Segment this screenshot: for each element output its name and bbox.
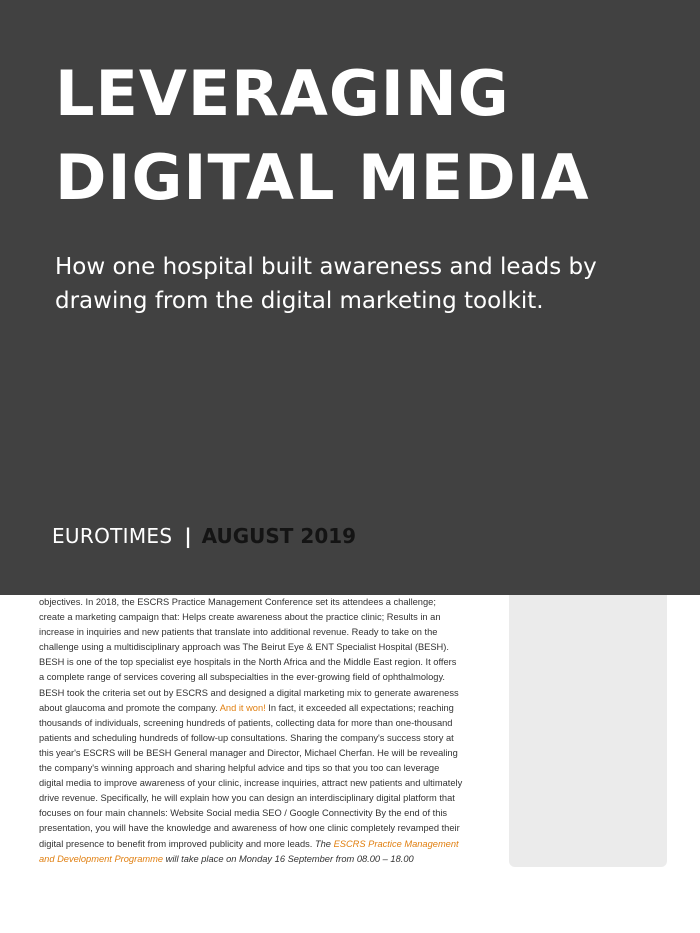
article-text-part-2: In fact, it exceeded all expectations; reaching thousands of individuals, screening hundreds of patients, collecting data for more than one-thousand patients and scheduling hundreds of follow-up consultations. Sharing the company's success story at this year's ESCRS will be BESH General manager and Director, Michael Cherfan. He will be revealing the company's winning approach and sharing helpful advice and tips so that you too can leverage digital media to improve awareness of your clinic, increase inquiries, attract new patients and ultimately drive revenue. Specifically, he will explain how you can design an interdisciplinary digital platform that focuses on four main channels: Website Social media SEO / Google Connectivity By the end of this presentation, you will have the knowledge and awareness of how one clinic completely revamped their digital presence to benefit from improved publicity and more leads. xyxy=(39,702,463,849)
side-panel xyxy=(509,595,667,867)
masthead xyxy=(52,524,356,548)
article-body xyxy=(39,595,464,867)
hero-title-line-1: LEVERAGING xyxy=(55,57,510,130)
hero-title xyxy=(55,52,590,220)
hero-title-line-2: DIGITAL MEDIA xyxy=(55,141,590,214)
masthead-separator: | xyxy=(184,524,192,548)
publication-name: EUROTIMES xyxy=(52,524,173,548)
article-text-part-1: objectives. In 2018, the ESCRS Practice Management Conference set its attendees a challenge; create a marketing campaign that: Helps create awareness about the practice clinic; Results in an increase in inquiries and new patients that translate into additional revenue. Ready to take on the challenge using a multidisciplinary approach was The Beirut Eye & ENT Specialist Hospital (BESH). BESH is one of the top specialist eye hospitals in the North Africa and the Middle East region. It offers a complete range of services covering all subspecialties in the ever-growing field of ophthalmology. BESH took the criteria set out by ESCRS and designed a digital marketing mix to generate awareness about glaucoma and promote the company. xyxy=(39,597,459,713)
article-closing-suffix: will take place on Monday 16 September from 08.00 – 18.00 xyxy=(163,853,414,864)
issue-date: AUGUST 2019 xyxy=(201,524,357,548)
article-closing-prefix: The xyxy=(314,838,334,849)
article-highlight: And it won! xyxy=(219,702,266,713)
programme-link[interactable]: ESCRS Practice Management and Development Programme xyxy=(39,838,459,864)
hero-subtitle: How one hospital built awareness and leads by drawing from the digital marketing toolkit. xyxy=(55,254,597,314)
